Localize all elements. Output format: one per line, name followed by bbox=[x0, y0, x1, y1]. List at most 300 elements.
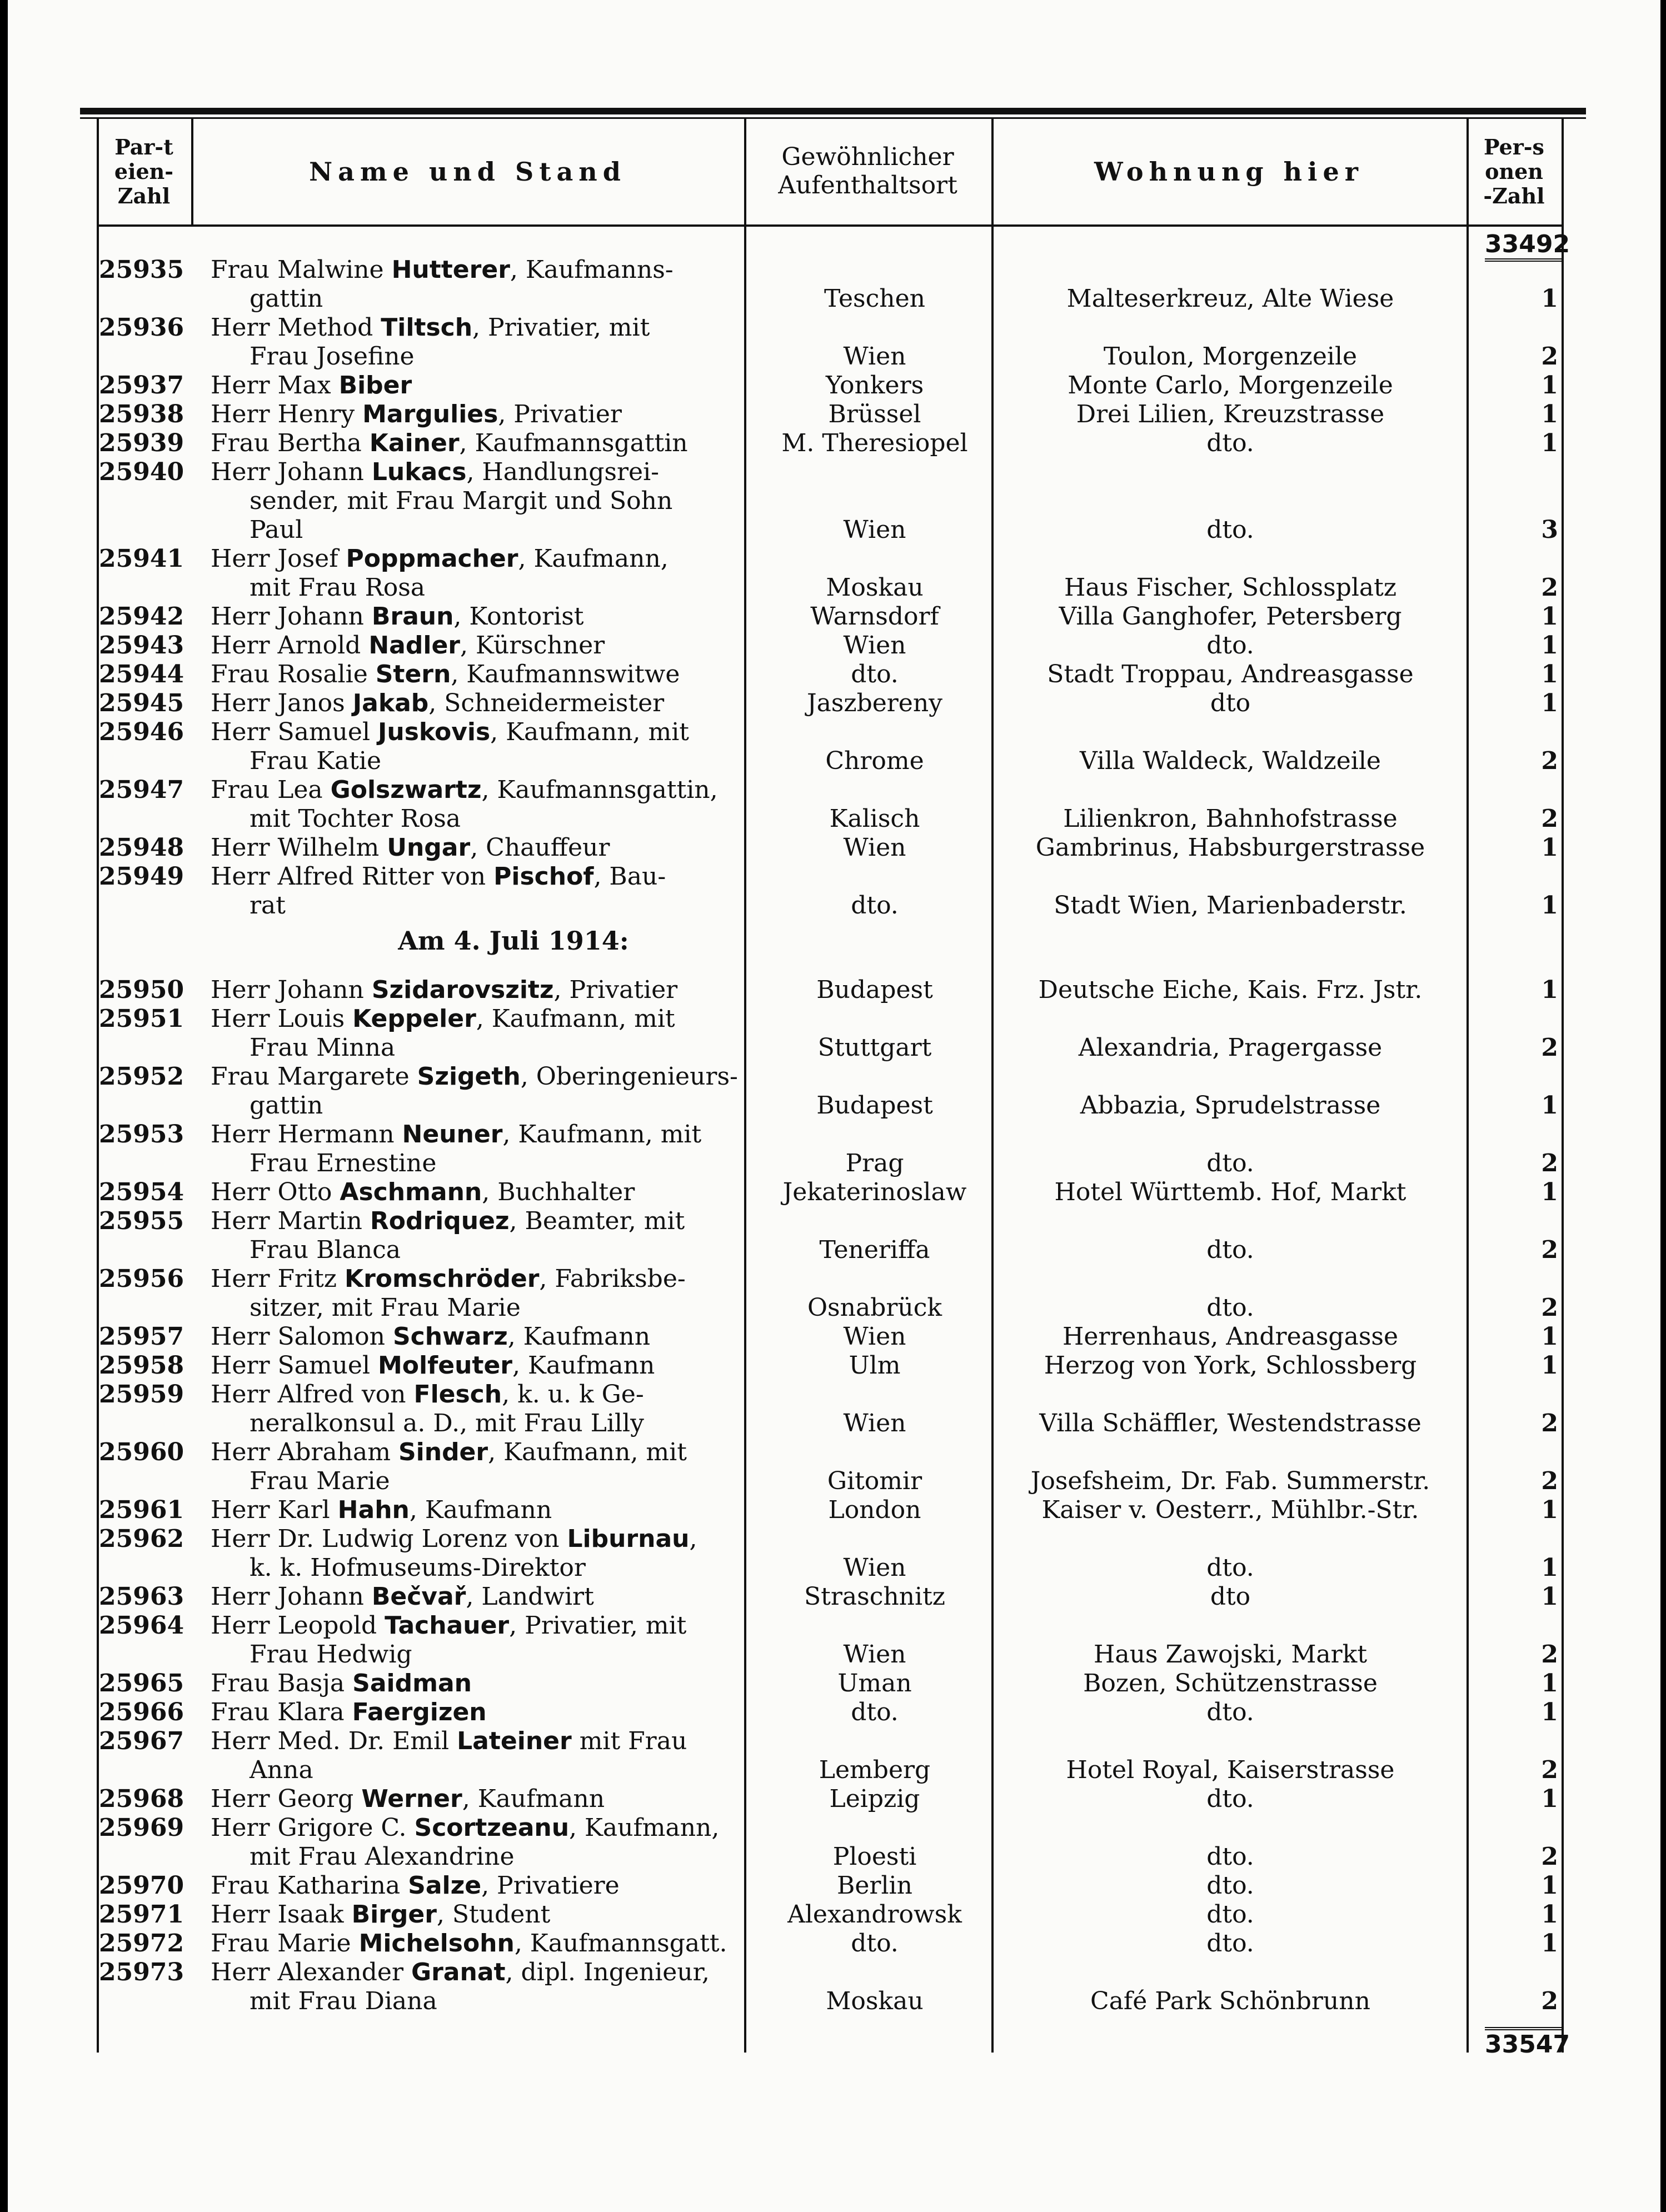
guest-title: Frau Bertha bbox=[211, 429, 362, 457]
persons-count: 2 bbox=[1541, 1033, 1558, 1062]
guest-surname: Werner bbox=[361, 1785, 462, 1813]
entry-name bbox=[211, 1871, 816, 1900]
guest-occupation: , Kaufmann bbox=[462, 1785, 605, 1813]
guest-title: Herr Alfred Ritter von bbox=[211, 862, 486, 891]
table-row bbox=[97, 545, 1564, 602]
local-address: Villa Waldeck, Waldzeile bbox=[1080, 747, 1381, 775]
table-row bbox=[97, 1178, 1564, 1207]
persons-count: 2 bbox=[1541, 747, 1558, 775]
entry-number: 25967 bbox=[99, 1727, 184, 1755]
origin-place: dto. bbox=[851, 891, 899, 920]
guest-title: Herr Martin bbox=[211, 1207, 362, 1235]
persons-count: 1 bbox=[1541, 1091, 1558, 1120]
origin-place: Wien bbox=[843, 342, 906, 371]
guest-occupation: , Kaufmanns- bbox=[510, 256, 674, 284]
name-line bbox=[211, 458, 659, 486]
entry-name bbox=[211, 458, 816, 545]
origin-place: Jekaterinoslaw bbox=[782, 1178, 967, 1206]
entry-name bbox=[211, 1814, 816, 1871]
name-line bbox=[211, 1207, 685, 1235]
guest-occupation: , Handlungsrei- bbox=[466, 458, 660, 486]
name-line bbox=[211, 1958, 710, 1986]
name-line bbox=[211, 1582, 594, 1611]
guest-title: Herr Abraham bbox=[211, 1438, 391, 1466]
origin-place: dto. bbox=[851, 660, 899, 688]
guest-surname: Sinder bbox=[398, 1438, 488, 1466]
table-row bbox=[97, 1785, 1564, 1814]
name-continuation: Frau Katie bbox=[250, 747, 382, 775]
origin-place: Wien bbox=[843, 1640, 906, 1669]
table-row bbox=[97, 833, 1564, 862]
guest-title: Frau Klara bbox=[211, 1698, 345, 1726]
origin-place: Moskau bbox=[826, 573, 924, 602]
guest-surname: Hutterer bbox=[391, 256, 510, 284]
guest-occupation: , Kaufmann bbox=[409, 1496, 552, 1524]
entry-name bbox=[211, 400, 816, 429]
name-line bbox=[211, 1727, 687, 1755]
name-line bbox=[211, 256, 674, 284]
table-row bbox=[97, 976, 1564, 1005]
entry-number: 25952 bbox=[99, 1062, 184, 1091]
origin-place: Alexandrowsk bbox=[787, 1900, 962, 1929]
origin-place: Gitomir bbox=[827, 1467, 922, 1495]
header-origin: Gewöhnlicher Aufenthaltsort bbox=[778, 143, 957, 199]
name-line bbox=[211, 313, 650, 342]
entry-number: 25937 bbox=[99, 371, 184, 400]
header-number: Par-teien-Zahl bbox=[114, 134, 174, 208]
origin-place: Teneriffa bbox=[819, 1236, 930, 1264]
origin-place: Jaszbereny bbox=[806, 689, 943, 717]
entry-name bbox=[211, 371, 816, 400]
entry-name bbox=[211, 545, 816, 602]
entry-name bbox=[211, 1727, 816, 1785]
local-address: Lilienkron, Bahnhofstrasse bbox=[1063, 805, 1398, 833]
entry-name bbox=[211, 1322, 816, 1351]
guest-surname: Nadler bbox=[368, 631, 460, 660]
entry-number: 25964 bbox=[99, 1611, 184, 1640]
header-persons: Per-sonen-Zahl bbox=[1483, 134, 1545, 208]
guest-title: Herr Salomon bbox=[211, 1322, 385, 1351]
entry-name bbox=[211, 1265, 816, 1322]
persons-count: 1 bbox=[1541, 833, 1558, 862]
name-continuation: Paul bbox=[250, 516, 303, 544]
table-row bbox=[97, 1496, 1564, 1525]
table-row bbox=[97, 458, 1564, 545]
guest-surname: Juskovis bbox=[378, 718, 491, 746]
guest-occupation: mit Frau bbox=[571, 1727, 687, 1755]
table-row bbox=[97, 313, 1564, 371]
local-address: Bozen, Schützenstrasse bbox=[1083, 1669, 1378, 1697]
name-line bbox=[211, 1496, 552, 1524]
entry-name bbox=[211, 1958, 816, 2016]
entry-name bbox=[211, 256, 816, 313]
guest-occupation: , Kaufmannsgattin bbox=[459, 429, 688, 457]
entry-name bbox=[211, 1900, 816, 1929]
persons-count: 2 bbox=[1541, 1640, 1558, 1669]
name-line bbox=[211, 1814, 719, 1842]
entry-name bbox=[211, 1525, 816, 1582]
guest-title: Herr Dr. Ludwig Lorenz von bbox=[211, 1525, 560, 1553]
guest-title: Frau Malwine bbox=[211, 256, 384, 284]
origin-place: Ulm bbox=[849, 1351, 901, 1380]
origin-place: Wien bbox=[843, 833, 906, 862]
origin-place: Teschen bbox=[824, 284, 925, 313]
table-row bbox=[97, 1351, 1564, 1380]
table-row bbox=[97, 1929, 1564, 1958]
guest-surname: Flesch bbox=[413, 1380, 502, 1409]
local-address: dto. bbox=[1206, 1871, 1254, 1900]
name-line bbox=[211, 1611, 686, 1640]
persons-count: 1 bbox=[1541, 1322, 1558, 1351]
entry-number: 25956 bbox=[99, 1265, 184, 1293]
name-line bbox=[211, 1871, 620, 1900]
local-address: dto bbox=[1210, 1582, 1251, 1611]
guest-surname: Liburnau bbox=[567, 1525, 690, 1553]
entry-name bbox=[211, 313, 816, 371]
table-row bbox=[97, 400, 1564, 429]
origin-place: London bbox=[828, 1496, 921, 1524]
guest-occupation: , Kaufmann, mit bbox=[476, 1005, 675, 1033]
persons-count: 1 bbox=[1541, 976, 1558, 1004]
table-row bbox=[97, 1582, 1564, 1611]
name-continuation: Frau Minna bbox=[250, 1033, 396, 1062]
origin-place: Leipzig bbox=[829, 1785, 920, 1813]
entry-number: 25958 bbox=[99, 1351, 184, 1380]
origin-place: dto. bbox=[851, 1698, 899, 1726]
guest-occupation: , Kaufmannsgatt. bbox=[514, 1929, 727, 1958]
entry-number: 25948 bbox=[99, 833, 184, 862]
name-line bbox=[211, 776, 718, 804]
local-address: Alexandria, Pragergasse bbox=[1078, 1033, 1383, 1062]
entry-number: 25959 bbox=[99, 1380, 184, 1409]
table-row bbox=[97, 1005, 1564, 1062]
guest-title: Herr Max bbox=[211, 371, 331, 400]
entry-name bbox=[211, 1669, 816, 1698]
persons-count: 1 bbox=[1541, 1669, 1558, 1697]
guest-surname: Golszwartz bbox=[330, 776, 482, 804]
name-line bbox=[211, 1669, 472, 1697]
name-line bbox=[211, 1438, 687, 1466]
guest-surname: Rodriquez bbox=[370, 1207, 510, 1235]
guest-occupation: , Landwirt bbox=[466, 1582, 594, 1611]
name-line bbox=[211, 862, 666, 891]
entry-number: 25953 bbox=[99, 1120, 184, 1149]
persons-count: 1 bbox=[1541, 631, 1558, 660]
guest-surname: Neuner bbox=[402, 1120, 503, 1149]
entry-number: 25969 bbox=[99, 1814, 184, 1842]
guest-surname: Kainer bbox=[369, 429, 460, 457]
persons-count: 1 bbox=[1541, 1785, 1558, 1813]
guest-surname: Granat bbox=[411, 1958, 506, 1986]
guest-surname: Ungar bbox=[387, 833, 471, 862]
persons-count: 1 bbox=[1541, 1929, 1558, 1958]
origin-place: Wien bbox=[843, 1322, 906, 1351]
persons-count: 1 bbox=[1541, 429, 1558, 457]
entry-name bbox=[211, 833, 816, 862]
origin-place: Kalisch bbox=[829, 805, 920, 833]
guest-title: Herr Johann bbox=[211, 1582, 364, 1611]
guest-occupation: , Kaufmann, mit bbox=[502, 1120, 702, 1149]
persons-count: 2 bbox=[1541, 1294, 1558, 1322]
persons-count: 1 bbox=[1541, 1871, 1558, 1900]
entry-number: 25941 bbox=[99, 545, 184, 573]
guest-title: Frau Katharina bbox=[211, 1871, 401, 1900]
guest-title: Herr Grigore C. bbox=[211, 1814, 407, 1842]
persons-count: 2 bbox=[1541, 1467, 1558, 1495]
guest-occupation: , Privatier bbox=[498, 400, 622, 428]
persons-count: 3 bbox=[1541, 516, 1558, 544]
guest-title: Frau Margarete bbox=[211, 1062, 410, 1091]
origin-place: Yonkers bbox=[825, 371, 924, 400]
table-row bbox=[97, 1669, 1564, 1698]
guest-surname: Bečvař bbox=[371, 1582, 466, 1611]
local-address: Drei Lilien, Kreuzstrasse bbox=[1076, 400, 1385, 428]
persons-count: 2 bbox=[1541, 1236, 1558, 1264]
guest-title: Herr Alfred von bbox=[211, 1380, 406, 1409]
guest-title: Herr Karl bbox=[211, 1496, 330, 1524]
name-line bbox=[211, 400, 622, 428]
top-rule bbox=[80, 108, 1586, 114]
local-address: Herrenhaus, Andreasgasse bbox=[1062, 1322, 1399, 1351]
name-line bbox=[211, 1785, 605, 1813]
table-row bbox=[97, 631, 1564, 660]
name-line bbox=[211, 1900, 550, 1929]
local-address: Villa Ganghofer, Petersberg bbox=[1059, 602, 1402, 631]
entry-number: 25973 bbox=[99, 1958, 184, 1986]
entry-name bbox=[211, 776, 816, 833]
origin-place: Wien bbox=[843, 631, 906, 660]
entry-number: 25938 bbox=[99, 400, 184, 428]
origin-place: Wien bbox=[843, 1409, 906, 1437]
name-line bbox=[211, 545, 669, 573]
persons-count: 1 bbox=[1541, 660, 1558, 688]
origin-place: Chrome bbox=[825, 747, 924, 775]
guest-occupation: , Bau- bbox=[593, 862, 666, 891]
local-address: dto. bbox=[1206, 1149, 1254, 1177]
guest-occupation: , Privatiere bbox=[481, 1871, 620, 1900]
header-rule bbox=[97, 224, 1564, 227]
origin-place: Warnsdorf bbox=[810, 602, 939, 631]
name-line bbox=[211, 1005, 675, 1033]
entry-name bbox=[211, 631, 816, 660]
entry-number: 25955 bbox=[99, 1207, 184, 1235]
guest-surname: Stern bbox=[375, 660, 451, 688]
guest-title: Herr Otto bbox=[211, 1178, 332, 1206]
entry-name bbox=[211, 1698, 816, 1727]
entry-name bbox=[211, 602, 816, 631]
table-row bbox=[97, 1438, 1564, 1496]
guest-title: Herr Henry bbox=[211, 400, 355, 428]
guest-title: Herr Hermann bbox=[211, 1120, 395, 1149]
name-line bbox=[211, 689, 664, 717]
table-row bbox=[97, 1727, 1564, 1785]
name-line bbox=[211, 1062, 738, 1091]
name-line bbox=[211, 1698, 487, 1726]
entry-name bbox=[211, 1178, 816, 1207]
guest-surname: Pischof bbox=[493, 862, 594, 891]
entry-number: 25942 bbox=[99, 602, 184, 631]
persons-count: 2 bbox=[1541, 342, 1558, 371]
name-continuation: Frau Marie bbox=[250, 1467, 390, 1495]
date-heading: Am 4. Juli 1914: bbox=[398, 926, 629, 956]
entry-number: 25945 bbox=[99, 689, 184, 717]
local-address: dto bbox=[1210, 689, 1251, 717]
name-continuation: mit Frau Diana bbox=[250, 1987, 437, 2015]
table-row bbox=[97, 1900, 1564, 1929]
persons-count: 2 bbox=[1541, 1987, 1558, 2015]
guest-occupation: , Kaufmann bbox=[512, 1351, 655, 1380]
guest-surname: Kromschröder bbox=[344, 1265, 540, 1293]
name-continuation: Frau Josefine bbox=[250, 342, 415, 371]
guest-occupation: , Privatier, mit bbox=[472, 313, 650, 342]
persons-count: 2 bbox=[1541, 1149, 1558, 1177]
table-row bbox=[97, 1698, 1564, 1727]
guest-surname: Michelsohn bbox=[358, 1929, 515, 1958]
origin-place: Budapest bbox=[816, 1091, 933, 1120]
local-address: dto. bbox=[1206, 1785, 1254, 1813]
local-address: Haus Zawojski, Markt bbox=[1093, 1640, 1368, 1669]
guest-surname: Molfeuter bbox=[378, 1351, 512, 1380]
guest-occupation: , Beamter, mit bbox=[509, 1207, 685, 1235]
persons-count: 1 bbox=[1541, 284, 1558, 313]
carry-over-total: 33492 bbox=[1485, 230, 1563, 262]
guest-title: Frau Marie bbox=[211, 1929, 351, 1958]
local-address: Hotel Royal, Kaiserstrasse bbox=[1066, 1756, 1395, 1784]
entry-name bbox=[211, 976, 816, 1005]
persons-count: 1 bbox=[1541, 1554, 1558, 1582]
local-address: Malteserkreuz, Alte Wiese bbox=[1066, 284, 1394, 313]
name-line bbox=[211, 1322, 650, 1351]
table-row bbox=[97, 371, 1564, 400]
origin-place: Brüssel bbox=[828, 400, 921, 428]
table-row bbox=[97, 1265, 1564, 1322]
table-row bbox=[97, 602, 1564, 631]
origin-place: Uman bbox=[837, 1669, 912, 1697]
local-address: Stadt Troppau, Andreasgasse bbox=[1047, 660, 1414, 688]
name-line bbox=[211, 1178, 635, 1206]
name-continuation: gattin bbox=[250, 284, 323, 313]
guest-surname: Tachauer bbox=[385, 1611, 510, 1640]
name-continuation: sitzer, mit Frau Marie bbox=[250, 1294, 521, 1322]
guest-title: Herr Janos bbox=[211, 689, 345, 717]
origin-place: Berlin bbox=[837, 1871, 912, 1900]
persons-count: 2 bbox=[1541, 1409, 1558, 1437]
guest-occupation: , k. u. k Ge- bbox=[502, 1380, 644, 1409]
local-address: Josefsheim, Dr. Fab. Summerstr. bbox=[1030, 1467, 1430, 1495]
guest-title: Herr Samuel bbox=[211, 718, 371, 746]
local-address: Monte Carlo, Morgenzeile bbox=[1068, 371, 1393, 400]
name-continuation: mit Tochter Rosa bbox=[250, 805, 461, 833]
entry-name bbox=[211, 1929, 816, 1958]
name-continuation: gattin bbox=[250, 1091, 323, 1120]
persons-count: 2 bbox=[1541, 1842, 1558, 1871]
local-address: dto. bbox=[1206, 1929, 1254, 1958]
name-line bbox=[211, 660, 680, 688]
name-line bbox=[211, 976, 677, 1004]
guest-occupation: , Kaufmann, bbox=[518, 545, 669, 573]
name-continuation: mit Frau Rosa bbox=[250, 573, 426, 602]
guest-title: Herr Johann bbox=[211, 458, 364, 486]
entry-number: 25961 bbox=[99, 1496, 184, 1524]
guest-occupation: , Fabriksbe- bbox=[539, 1265, 686, 1293]
name-continuation: neralkonsul a. D., mit Frau Lilly bbox=[250, 1409, 644, 1437]
entry-number: 25971 bbox=[99, 1900, 184, 1929]
local-address: Villa Schäffler, Westendstrasse bbox=[1039, 1409, 1421, 1437]
entry-name bbox=[211, 1207, 816, 1265]
table-row bbox=[97, 776, 1564, 833]
persons-count: 1 bbox=[1541, 400, 1558, 428]
guest-title: Herr Johann bbox=[211, 976, 364, 1004]
table-row bbox=[97, 256, 1564, 313]
name-line bbox=[211, 429, 688, 457]
guest-surname: Salze bbox=[408, 1871, 482, 1900]
entry-name bbox=[211, 1496, 816, 1525]
persons-count: 1 bbox=[1541, 1900, 1558, 1929]
table-row bbox=[97, 862, 1564, 920]
entry-name bbox=[211, 1611, 816, 1669]
guest-surname: Hahn bbox=[337, 1496, 410, 1524]
guest-occupation: , dipl. Ingenieur, bbox=[505, 1958, 710, 1986]
name-line bbox=[211, 1351, 655, 1380]
entry-number: 25939 bbox=[99, 429, 184, 457]
persons-count: 1 bbox=[1541, 1351, 1558, 1380]
entry-name bbox=[211, 689, 816, 718]
table-row bbox=[97, 1207, 1564, 1265]
guest-occupation: , bbox=[689, 1525, 697, 1553]
entry-number: 25935 bbox=[99, 256, 184, 284]
guest-surname: Lukacs bbox=[371, 458, 467, 486]
local-address: Stadt Wien, Marienbaderstr. bbox=[1054, 891, 1407, 920]
origin-place: Wien bbox=[843, 516, 906, 544]
persons-count: 1 bbox=[1541, 1582, 1558, 1611]
table-row bbox=[97, 429, 1564, 458]
name-continuation: Frau Blanca bbox=[250, 1236, 401, 1264]
origin-place: Stuttgart bbox=[817, 1033, 932, 1062]
local-address: Abbazia, Sprudelstrasse bbox=[1080, 1091, 1381, 1120]
entry-name bbox=[211, 718, 816, 776]
name-line bbox=[211, 1120, 701, 1149]
local-address: dto. bbox=[1206, 1294, 1254, 1322]
entry-number: 25951 bbox=[99, 1005, 184, 1033]
guest-occupation: , Kaufmann, mit bbox=[488, 1438, 687, 1466]
entry-name bbox=[211, 1582, 816, 1611]
table-row bbox=[97, 1120, 1564, 1178]
persons-count: 1 bbox=[1541, 602, 1558, 631]
guest-register-table bbox=[97, 119, 1570, 2059]
guest-surname: Keppeler bbox=[352, 1005, 476, 1033]
persons-count: 1 bbox=[1541, 689, 1558, 717]
entry-number: 25949 bbox=[99, 862, 184, 891]
name-line bbox=[211, 1929, 727, 1958]
guest-occupation: , Privatier bbox=[553, 976, 678, 1004]
table-row bbox=[97, 1871, 1564, 1900]
local-address: Haus Fischer, Schlossplatz bbox=[1064, 573, 1397, 602]
guest-title: Herr Wilhelm bbox=[211, 833, 380, 862]
header-name: Name und Stand bbox=[309, 156, 626, 187]
entry-name bbox=[211, 1351, 816, 1380]
origin-place: M. Theresiopel bbox=[781, 429, 968, 457]
entry-number: 25936 bbox=[99, 313, 184, 342]
local-address: dto. bbox=[1206, 1236, 1254, 1264]
entry-number: 25943 bbox=[99, 631, 184, 660]
guest-occupation: , Oberingenieurs- bbox=[520, 1062, 738, 1091]
guest-occupation: , Schneidermeister bbox=[428, 689, 665, 717]
guest-surname: Schwarz bbox=[392, 1322, 508, 1351]
origin-place: Ploesti bbox=[832, 1842, 917, 1871]
persons-count: 1 bbox=[1541, 1698, 1558, 1726]
guest-occupation: , Kaufmannsgattin, bbox=[481, 776, 718, 804]
origin-place: Lemberg bbox=[819, 1756, 931, 1784]
